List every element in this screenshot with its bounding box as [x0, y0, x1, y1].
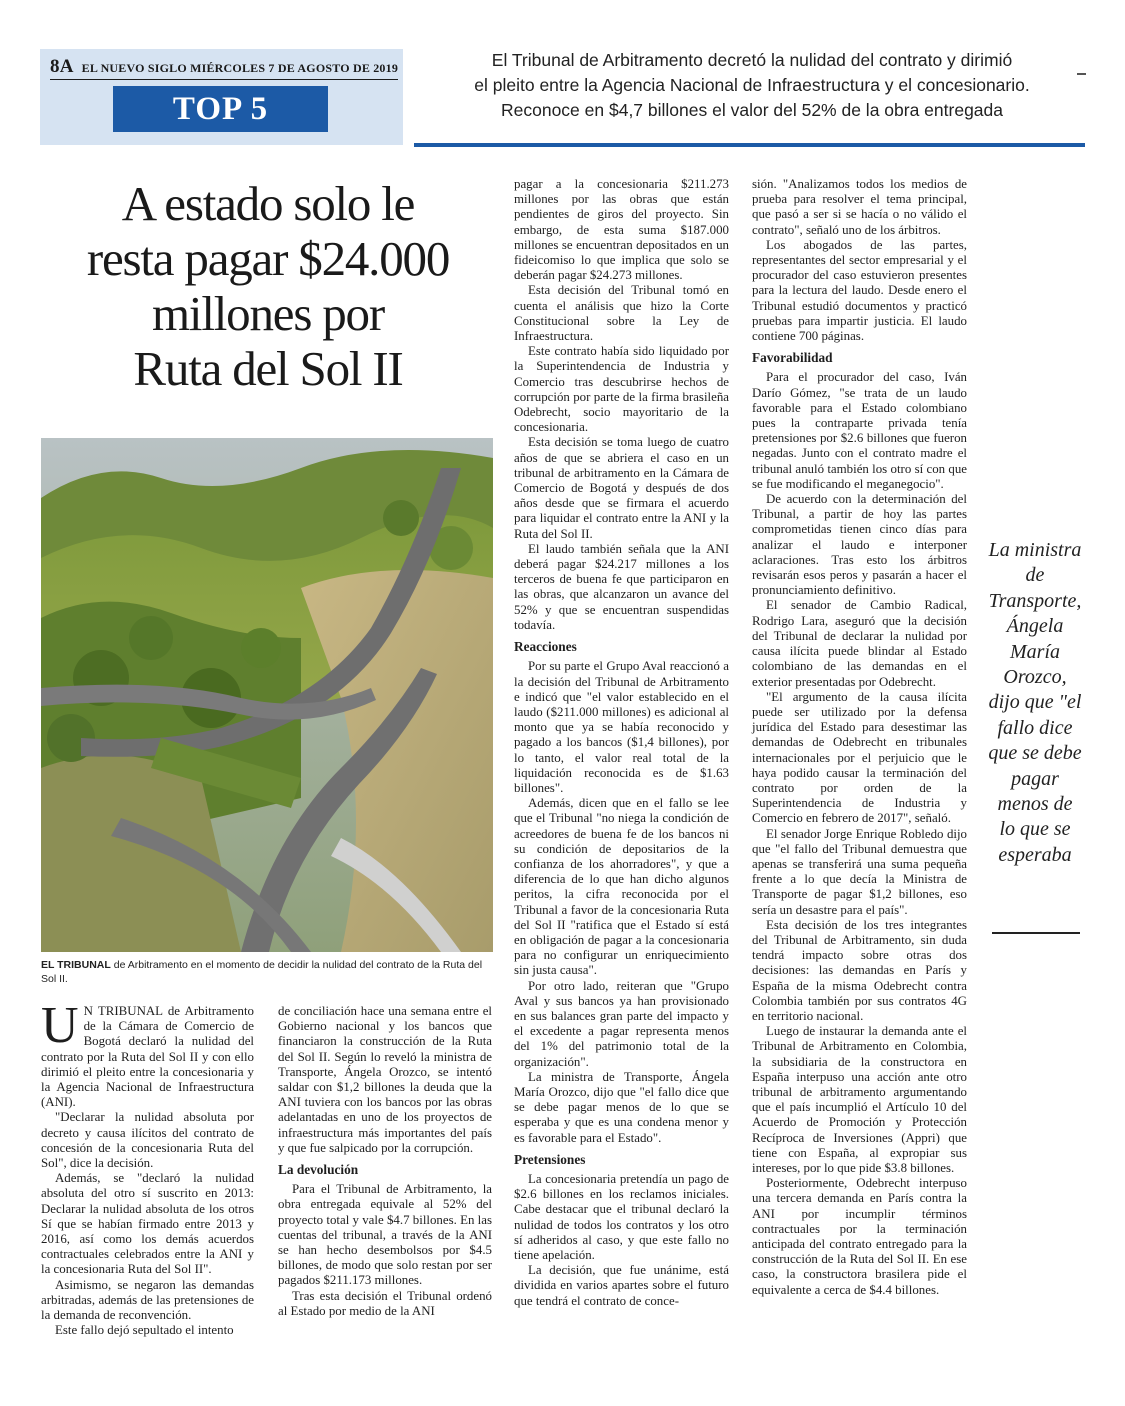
subheading: Favorabilidad — [752, 350, 833, 366]
pull-quote-rule — [992, 932, 1080, 934]
caption-lead: EL TRIBUNAL — [41, 959, 111, 971]
body-paragraph: sión. "Analizamos todos los medios de prueba para resolver el tema principal, que pasó a ser si se hacía o no válido el contrato", señaló uno de los árbitros. — [752, 177, 967, 237]
body-paragraph: Asimismo, se negaron las demandas arbitradas, además de las pretensiones de la demanda de reconvención. — [41, 1277, 254, 1323]
page-info — [50, 56, 398, 78]
aerial-highway-photo — [41, 438, 493, 952]
body-paragraph: Esta decisión del Tribunal tomó en cuenta el análisis que hizo la Corte Constitucional sobre la Ley de Infraestructura. — [514, 283, 729, 344]
body-paragraph: Esta decisión de los tres integrantes del Tribunal de Arbitramento, sin duda tendrá impacto sobre otras dos decisiones: las demandas en París y España de la misma Odebrecht contra Colombia también por sus contratos 4G en territorio nacional. — [752, 917, 967, 1023]
body-paragraph: U N TRIBUNAL de Arbitramento de la Cámara de Comercio de Bogotá declaró la nulidad del contrato por la Ruta del Sol II y con ello dirimió el pleito entre la concesionaria y la Agencia Nacional de Infraestructura (ANI). — [41, 997, 254, 1110]
masthead-date: EL NUEVO SIGLO MIÉRCOLES 7 DE AGOSTO DE 2019 — [81, 61, 399, 75]
deck-rule — [414, 143, 1085, 147]
deck-line: Reconoce en $4,7 billones el valor del 52% de la obra entregada — [500, 100, 1003, 120]
body-paragraph: Para el Tribunal de Arbitramento, la obra entregada equivale al 52% del proyecto total y vale $4.7 billones. En las cuentas del tribunal, a través de la ANI se han hecho desembolsos por $4.5 billones, de modo que solo restan por ser pagados $211.173 millones. — [278, 1182, 492, 1288]
body-paragraph: Este contrato había sido liquidado por la Superintendencia de Industria y Comercio tras descubrirse hechos de corrupción por parte de la firma brasileña Odebrecht, socio mayoritario de la concesionaria. — [514, 344, 729, 435]
pull-quote: La ministra de Transporte, Ángela María Orozco, dijo que "el fallo dice que se debe pagar menos de lo que se esperaba — [988, 539, 1082, 866]
body-paragraph: Tras esta decisión el Tribunal ordenó al Estado por medio de la ANI — [278, 1288, 492, 1318]
article-column-4 — [752, 177, 967, 1298]
subheading: Reacciones — [514, 639, 577, 655]
body-paragraph: Por otro lado, reiteran que "Grupo Aval y sus bancos ya han provisionado en sus balances gran parte del impacto y el excedente a pagar representa menos del 1% del patrimonio total de la organización". — [514, 978, 729, 1069]
page-number: 8A — [50, 56, 74, 77]
body-paragraph: El senador Jorge Enrique Robledo dijo que "el fallo del Tribunal demuestra que apenas se transferirá una suma pequeña frente a lo que decía la Ministra de Transporte de pagar $1,2 billones, eso sería un desastre para el país". — [752, 826, 967, 917]
deck-line: el pleito entre la Agencia Nacional de Infraestructura y el concesionario. — [474, 75, 1030, 95]
drop-cap: U — [41, 997, 79, 1054]
body-paragraph: El senador de Cambio Radical, Rodrigo Lara, aseguró que la decisión del Tribunal de declarar la nulidad por causa ilícita puede blindar al Estado colombiano de las demandas en el exterior presentadas por Odebrecht. — [752, 598, 967, 689]
headline — [42, 176, 494, 396]
deck — [418, 48, 1086, 123]
headline-line: A estado solo le — [121, 176, 415, 231]
headline-line: Ruta del Sol II — [133, 341, 403, 396]
body-paragraph: La decisión, que fue unánime, está dividida en varios apartes sobre el futuro que tendrá el contrato de conce- — [514, 1263, 729, 1308]
body-paragraph: Esta decisión se toma luego de cuatro años de que se abriera el caso en un tribunal de arbitramento en la Cámara de Comercio de Bogotá y después de dos años desde que se firmara el acuerdo para liquidar el contrato entre la ANI y la Ruta del Sol II. — [514, 435, 729, 541]
body-paragraph: de conciliación hace una semana entre el Gobierno nacional y los bancos que financiaron la construcción de la Ruta del Sol II. Según lo reveló la ministra de Transporte, Ángela Orozco, se intentó saldar con $1,2 billones la deuda que la ANI tuviera con los bancos por las obras adelantadas en uno de los proyectos de infraestructura más importantes del país y que fue salpicado por la corrupción. — [278, 1004, 492, 1155]
body-paragraph: La concesionaria pretendía un pago de $2.6 billones en los reclamos iniciales. Cabe destacar que el tribunal declaró la nulidad de todos los contratos y los otro sí adheridos al caso, y que este fallo no tiene apelación. — [514, 1172, 729, 1263]
body-paragraph: Además, se "declaró la nulidad absoluta del otro sí suscrito en 2013: Declarar la nulidad absoluta de los otros Sí que se habían firmado entre 2013 y 2016, así como los demás acuerdos contractuales celebrados entre la ANI y la concesionaria Ruta del Sol II". — [41, 1171, 254, 1277]
body-paragraph: Además, dicen que en el fallo se lee que el Tribunal "no niega la condición de acreedores de buena fe de los bancos ni su condición de depositarios de la confianza de los ahorradores", y que a diferencia de lo que han dicho algunos peritos, la cifra reconocida por el Tribunal a favor de la concesionaria Ruta del Sol II "ratifica que el Estado sí está en obligación de pagar a la concesionaria para no configurar un enriquecimiento sin justa causa". — [514, 796, 729, 978]
headline-line: resta pagar $24.000 — [86, 231, 450, 286]
body-paragraph: Este fallo dejó sepultado el intento — [55, 1323, 234, 1338]
deck-line: El Tribunal de Arbitramento decretó la nulidad del contrato y dirimió — [491, 50, 1013, 70]
headline-line: millones por — [152, 286, 384, 341]
article-column-2 — [278, 1004, 492, 1319]
body-paragraph: Los abogados de las partes, representantes del sector empresarial y el procurador del caso estuvieron presentes para la lectura del laudo. Desde enero el Tribunal estudió documentos y practicó pruebas para impartir justicia. El laudo contiene 700 páginas. — [752, 237, 967, 344]
subheading: La devolución — [278, 1162, 359, 1178]
body-paragraph: De acuerdo con la determinación del Tribunal, a partir de hoy las partes comprometidas tienen cinco días para analizar el laudo e interponer aclaraciones. Tras esto los árbitros revisarán esos peros y pasarán a hacer el pronunciamiento definitivo. — [752, 492, 967, 598]
body-paragraph: Luego de instaurar la demanda ante el Tribunal de Arbitramento en Colombia, la subsidiaria de la constructora en España interpuso una acción ante otro tribunal de arbitramento argumentando que el país incumplió el Artículo 10 del Acuerdo de Promoción y Protección Recíproca de Inversiones (Appri) que tiene con España, al expropiar sus intereses, por lo que pide $3.8 billones. — [752, 1024, 967, 1175]
body-paragraph: Para el procurador del caso, Iván Darío Gómez, "se trata de un laudo favorable para el Estado colombiano pues la contraparte privada tenía pretensiones por $2.6 billones que fueron negadas. Junto con el contrato madre el tribunal anuló también los otro sí con que se fue modificando el meganegocio". — [752, 370, 967, 491]
deck-dash — [1077, 73, 1086, 75]
photo-caption — [41, 958, 496, 986]
body-paragraph: Posteriormente, Odebrecht interpuso una tercera demanda en París contra la ANI por incumplir términos contractuales por la terminación anticipada del contrato entregado para la construcción de la Ruta del Sol II. En ese caso, la constructora brasilera pide el equivalente a cerca de $4.4 billones. — [752, 1176, 967, 1297]
body-paragraph: "El argumento de la causa ilícita puede ser utilizado por la defensa jurídica del Estado para desestimar las demandas de Odebrecht en tribunales internacionales por el perjuicio que le haya podido causar la terminación del contrato por orden de la Superintendencia de Industria y Comercio en febrero de 2017", señaló. — [752, 689, 967, 826]
caption-text: de Arbitramento en el momento de decidir la nulidad del contrato de la Ruta del Sol II. — [41, 959, 483, 985]
subheading: Pretensiones — [514, 1151, 586, 1167]
body-paragraph: "Declarar la nulidad absoluta por decreto y causa ilícitos del contrato de concesión de la concesionaria Ruta del Sol", dice la decisión. — [41, 1110, 254, 1171]
body-paragraph: pagar a la concesionaria $211.273 millones por las obras que están pendientes de giros del proyecto. Sin embargo, de esta suma $187.000 millones se encuentran depositados en un fideicomiso lo que implica que solo se deberán pagar $24.273 millones. — [514, 177, 729, 283]
body-paragraph: Por su parte el Grupo Aval reaccionó a la decisión del Tribunal de Arbitramento e indicó que "el valor establecido en el laudo ($211.000 millones) es adicional al monto que ya se había reconocido y pagado a los bancos ($1,4 billones), por lo tanto, el valor real total de la liquidación reconocida es de $1.63 billones". — [514, 659, 729, 795]
article-column-3 — [514, 177, 729, 1309]
article-column-1 — [41, 997, 254, 1338]
body-paragraph: El laudo también señala que la ANI deberá pagar $24.217 millones a los terceros de buena fe que participaron en las obras, que alcanzaron un avance del 52% y que se encuentran suspendidas todavía. — [514, 541, 729, 632]
masthead-rule — [50, 79, 398, 80]
body-paragraph: La ministra de Transporte, Ángela María Orozco, dijo que "el fallo dice que se debe pagar menos de lo que se esperaba y que es una condena menor y es favorable para el Estado". — [514, 1069, 729, 1145]
section-label: TOP 5 — [113, 86, 328, 132]
